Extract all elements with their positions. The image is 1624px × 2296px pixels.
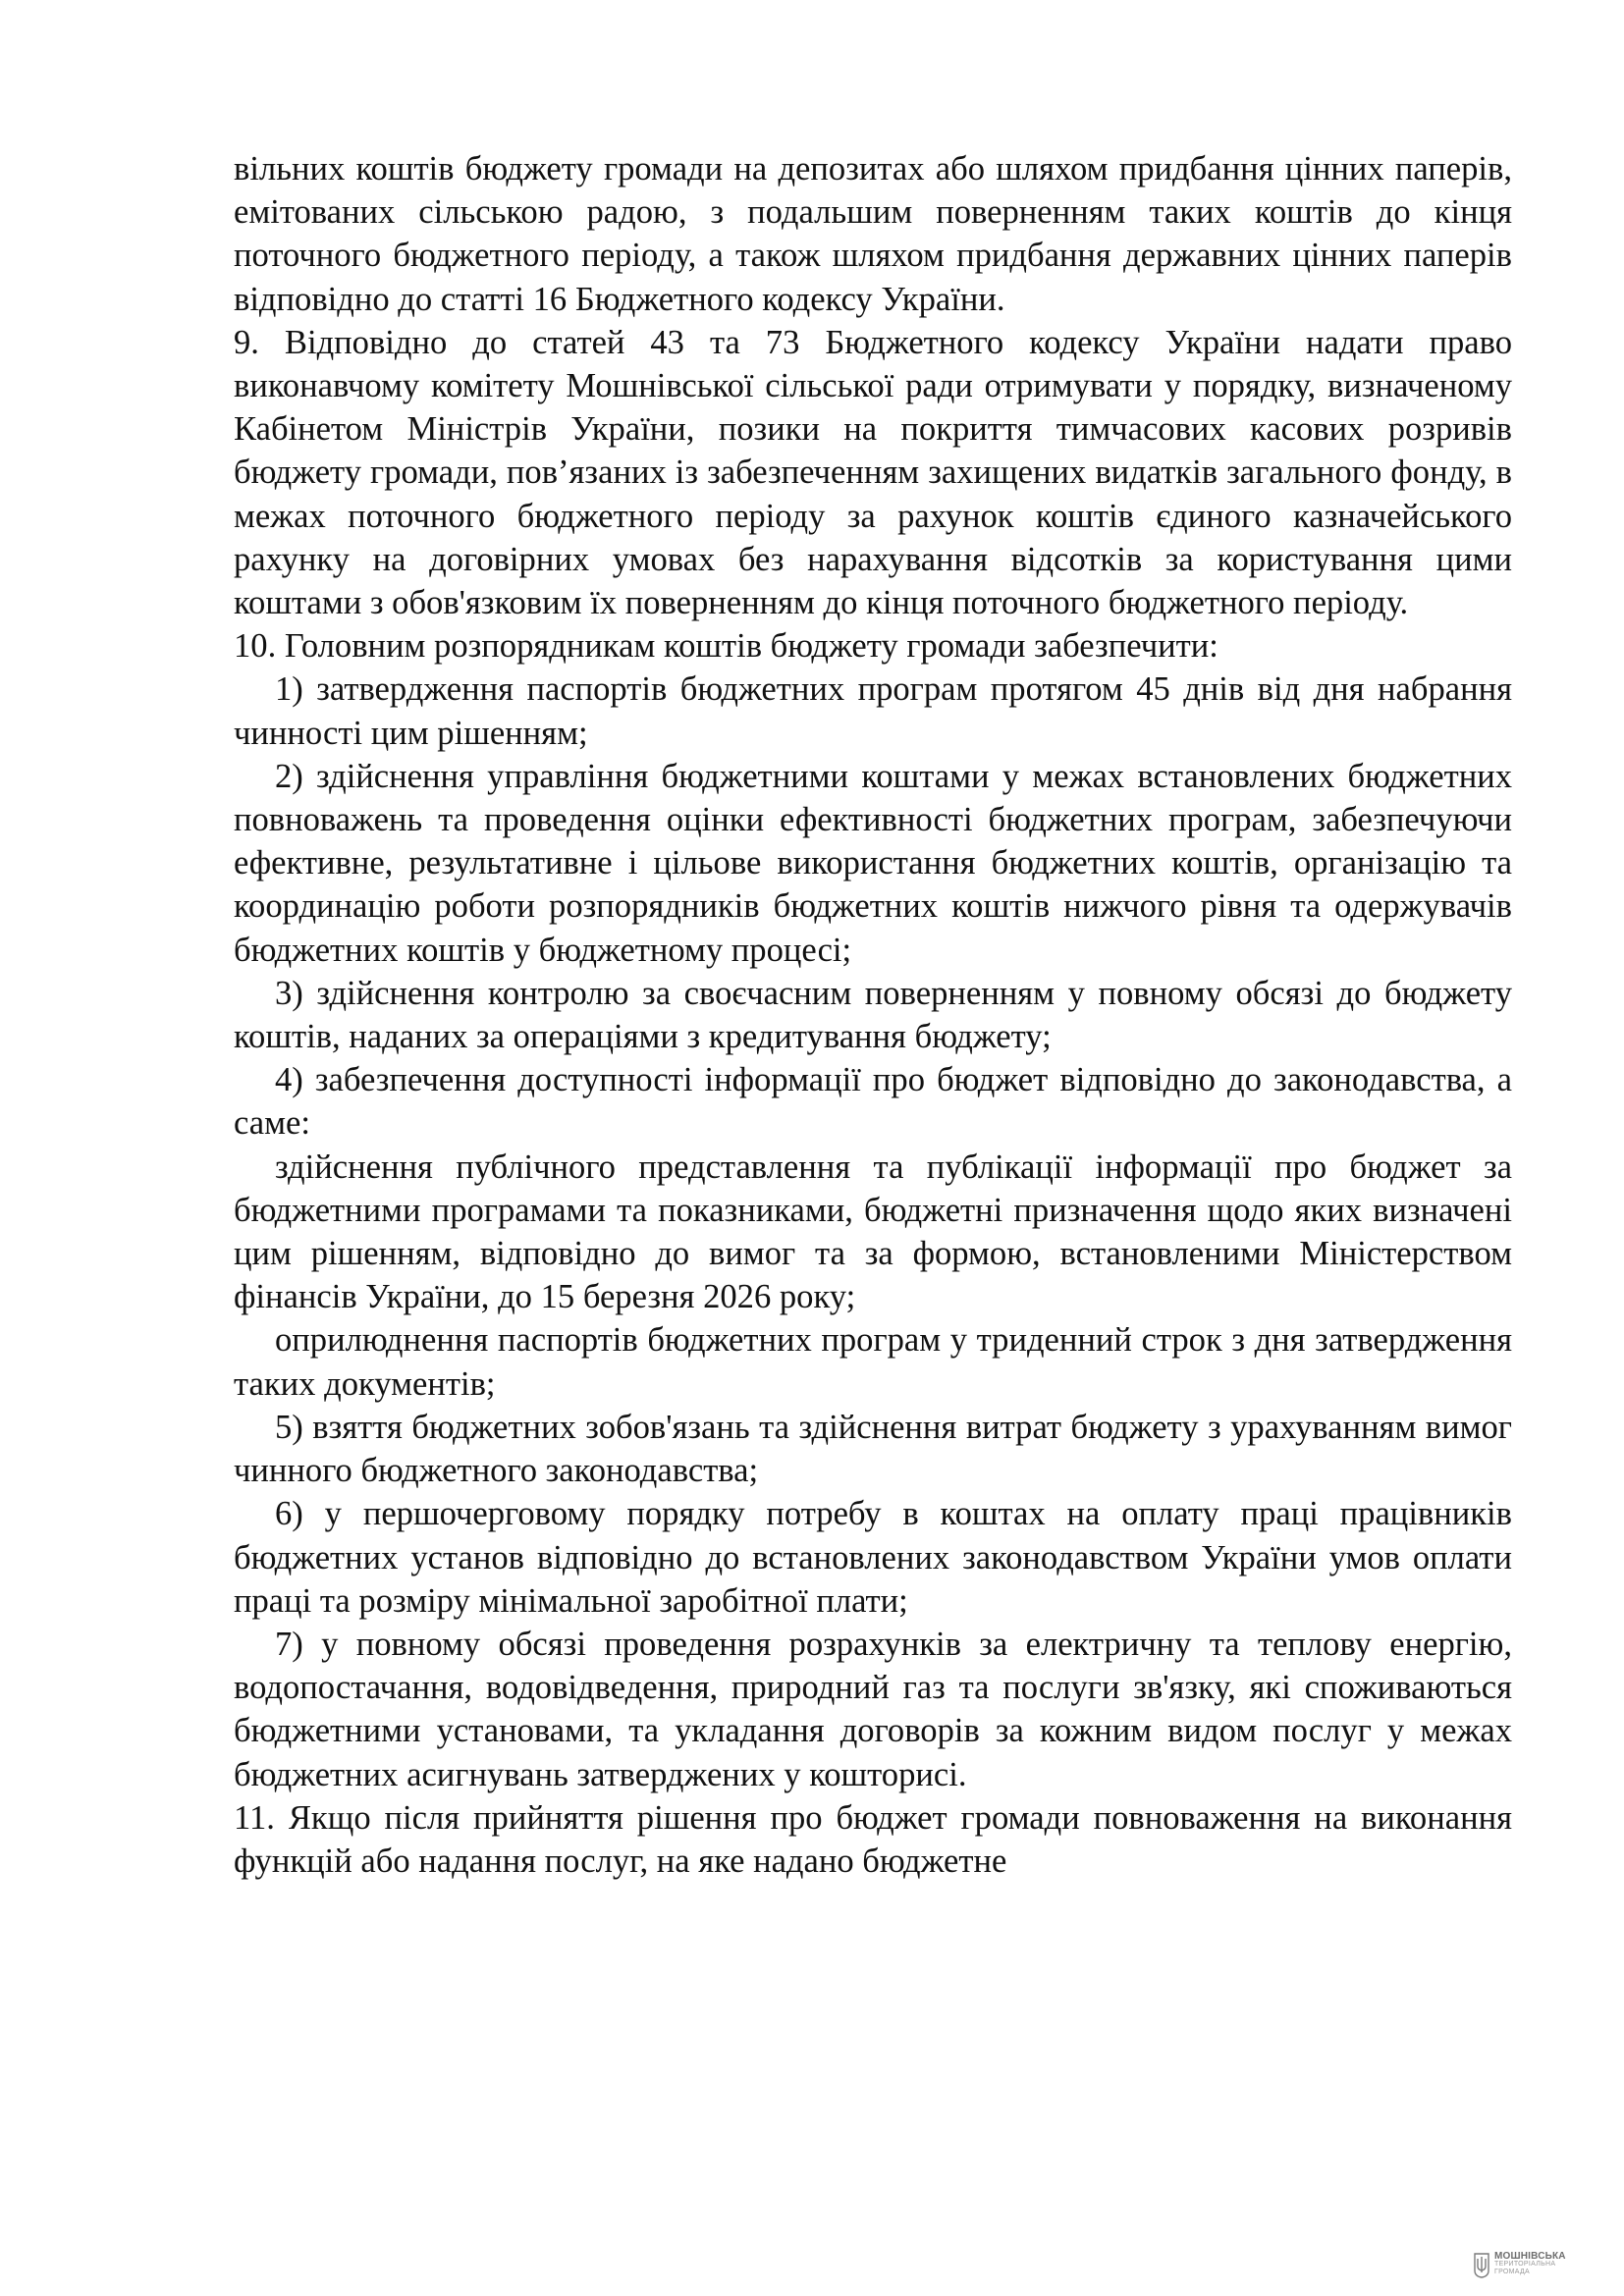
paragraph-continuation: вільних коштів бюджету громади на депозитах або шляхом придбання цінних паперів, емітованих сільською радою, з подальшим поверненням таких коштів до кінця поточного бюджетного періоду, а також шляхом придбання державних цінних паперів відповідно до статті 16 Бюджетного кодексу України.	[234, 150, 1512, 318]
paragraph-item-10-2: 2) здійснення управління бюджетними коштами у межах встановлених бюджетних повноважень та проведення оцінки ефективності бюджетних програм, забезпечуючи ефективне, результативне і цільове використання бюджетних коштів, організацію та координацію роботи розпорядників бюджетних коштів нижчого рівня та одержувачів бюджетних коштів у бюджетному процесі;	[234, 757, 1512, 969]
paragraph-item-9: 9. Відповідно до статей 43 та 73 Бюджетного кодексу України надати право виконавчому комітету Мошнівської сільської ради отримувати у порядку, визначеному Кабінетом Міністрів України, позики на покриття тимчасових касових розривів бюджету громади, пов’язаних із забезпеченням захищених видатків загального фонду, в межах поточного бюджетного періоду за рахунок коштів єдиного казначейського рахунку на договірних умовах без нарахування відсотків за користування цими коштами з обов'язковим їх поверненням до кінця поточного бюджетного періоду.	[234, 323, 1512, 622]
community-emblem	[1473, 2248, 1581, 2281]
paragraph-item-10-5: 5) взяття бюджетних зобов'язань та здійснення витрат бюджету з урахуванням вимог чинного бюджетного законодавства;	[234, 1408, 1512, 1490]
trident-icon	[1473, 2251, 1490, 2278]
paragraph-item-11: 11. Якщо після прийняття рішення про бюджет громади повноваження на виконання функцій або надання послуг, на яке надано бюджетне	[234, 1798, 1512, 1880]
paragraph-item-10-4-publication: здійснення публічного представлення та публікації інформації про бюджет за бюджетними програмами та показниками, бюджетні призначення щодо яких визначені цим рішенням, відповідно до вимог та за формою, встановленими Міністерством фінансів України, до 15 березня 2026 року;	[234, 1148, 1512, 1316]
paragraph-item-10-7: 7) у повному обсязі проведення розрахунків за електричну та теплову енергію, водопостачання, водовідведення, природний газ та послуги зв'язку, які споживаються бюджетними установами, та укладання договорів за кожним видом послуг у межах бюджетних асигнувань затверджених у кошторисі.	[234, 1625, 1512, 1793]
paragraph-item-10: 10. Головним розпорядникам коштів бюджету громади забезпечити:	[234, 627, 1218, 666]
paragraph-item-10-6: 6) у першочерговому порядку потребу в коштах на оплату праці працівників бюджетних установ відповідно до встановлених законодавством України умов оплати праці та розміру мінімальної заробітної плати;	[234, 1495, 1512, 1620]
emblem-line-3: ГРОМАДА	[1494, 2269, 1530, 2275]
paragraph-item-10-4-passports: оприлюднення паспортів бюджетних програм у триденний строк з дня затвердження таких документів;	[234, 1321, 1512, 1403]
paragraph-item-10-4: 4) забезпечення доступності інформації про бюджет відповідно до законодавства, а саме:	[234, 1061, 1512, 1143]
emblem-text	[1494, 2253, 1566, 2276]
emblem-name: МОШНІВСЬКА	[1494, 2251, 1566, 2262]
paragraph-item-10-3: 3) здійснення контролю за своєчасним поверненням у повному обсязі до бюджету коштів, наданих за операціями з кредитування бюджету;	[234, 974, 1512, 1056]
emblem-line-2: ТЕРИТОРІАЛЬНА	[1494, 2261, 1556, 2268]
document-page	[234, 147, 1512, 1883]
paragraph-item-10-1: 1) затвердження паспортів бюджетних програм протягом 45 днів від дня набрання чинності цим рішенням;	[234, 670, 1512, 752]
